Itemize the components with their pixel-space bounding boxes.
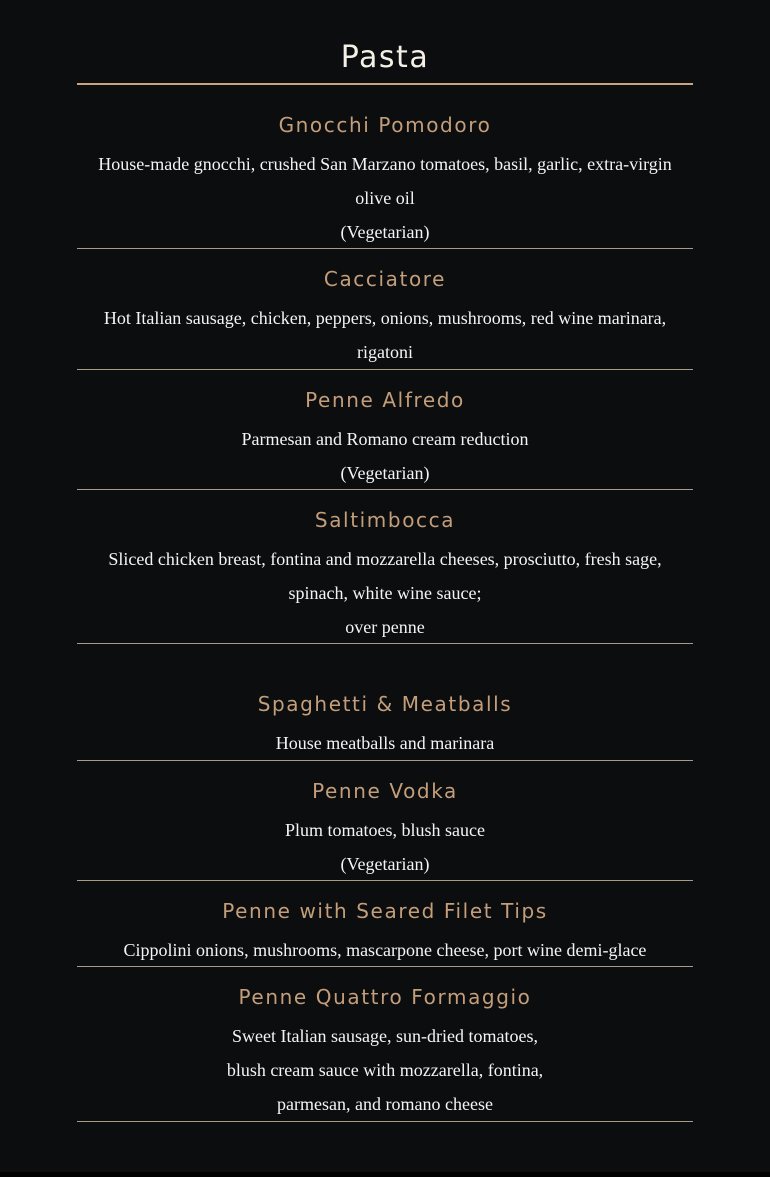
item-description: [77, 813, 693, 881]
item-description-line: Plum tomatoes, blush sauce: [285, 820, 485, 840]
item-description-line: Parmesan and Romano cream reduction: [241, 429, 529, 449]
menu-item-penne-alfredo: [77, 386, 693, 490]
item-description: [77, 542, 693, 644]
title-rule: [77, 83, 693, 85]
menu-item-penne-quattro-formaggio: [77, 983, 693, 1121]
item-description: [77, 301, 693, 369]
menu-item-saltimbocca: [77, 506, 693, 644]
item-description-line: parmesan, and romano cheese: [277, 1094, 493, 1114]
item-description-line: spinach, white wine sauce;: [288, 583, 482, 603]
item-description: [77, 1019, 693, 1121]
item-divider: [77, 1121, 693, 1122]
item-name: Gnocchi Pomodoro: [278, 113, 492, 137]
menu-item-spaghetti-meatballs: [77, 690, 693, 760]
item-description-line: Sliced chicken breast, fontina and mozzarella cheeses, prosciutto, fresh sage,: [108, 549, 662, 569]
bottom-edge-bar: [0, 1172, 770, 1177]
item-name: Penne Quattro Formaggio: [238, 985, 532, 1009]
item-description-line: Hot Italian sausage, chicken, peppers, onions, mushrooms, red wine marinara,: [103, 308, 667, 328]
menu-item-cacciatore: [77, 265, 693, 369]
item-description-line: olive oil: [355, 188, 415, 208]
item-name: Penne Vodka: [312, 779, 458, 803]
item-divider: [77, 760, 693, 761]
item-description-line: blush cream sauce with mozzarella, fontina,: [226, 1060, 544, 1080]
item-description: [77, 726, 693, 760]
section-title: Pasta: [340, 40, 430, 75]
item-description-line: rigatoni: [357, 342, 413, 362]
item-dietary-note: (Vegetarian): [340, 463, 430, 483]
item-description: [77, 147, 693, 249]
item-name: Spaghetti & Meatballs: [257, 692, 513, 716]
item-divider: [77, 369, 693, 370]
item-divider: [77, 966, 693, 967]
item-divider: [77, 643, 693, 644]
menu-item-penne-seared-filet-tips: [77, 897, 693, 967]
item-description-line: House-made gnocchi, crushed San Marzano tomatoes, basil, garlic, extra-virgin: [98, 154, 672, 174]
item-divider: [77, 489, 693, 490]
item-description: [77, 933, 693, 967]
item-name: Penne with Seared Filet Tips: [222, 899, 548, 923]
item-description: [77, 422, 693, 490]
item-name: Cacciatore: [323, 267, 447, 291]
item-name: Saltimbocca: [314, 508, 456, 532]
item-dietary-note: (Vegetarian): [340, 854, 430, 874]
item-description-line: House meatballs and marinara: [275, 733, 495, 753]
item-divider: [77, 880, 693, 881]
item-dietary-note: (Vegetarian): [340, 222, 430, 242]
item-description-line: Cippolini onions, mushrooms, mascarpone cheese, port wine demi-glace: [123, 940, 647, 960]
item-name: Penne Alfredo: [305, 388, 465, 412]
item-description-line: Sweet Italian sausage, sun-dried tomatoes,: [232, 1026, 538, 1046]
item-divider: [77, 248, 693, 249]
menu-item-penne-vodka: [77, 777, 693, 881]
menu-item-gnocchi-pomodoro: [77, 111, 693, 249]
item-description-line: over penne: [345, 617, 425, 637]
